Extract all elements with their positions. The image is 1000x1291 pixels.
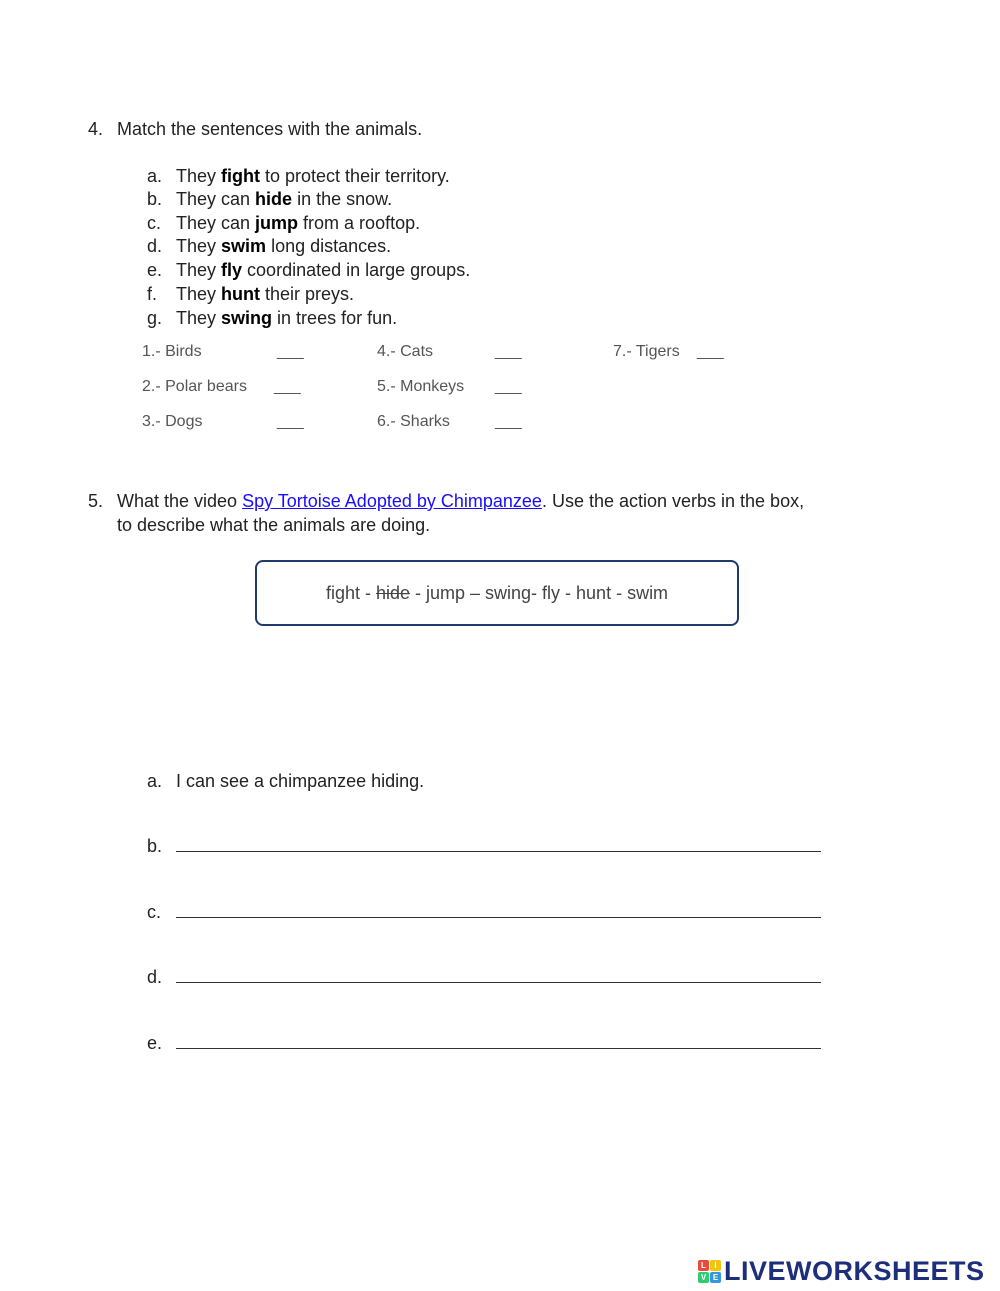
question-text: What the video Spy Tortoise Adopted by Chimpanzee. Use the action verbs in the box, to describe what the animals are doing. bbox=[117, 491, 805, 535]
sentence-item: g. They swing in trees for fun. bbox=[147, 308, 398, 328]
answer-line[interactable] bbox=[176, 982, 821, 983]
answer-item: e. bbox=[147, 1033, 163, 1053]
answer-text: I can see a chimpanzee hiding. bbox=[176, 771, 425, 791]
answer-item: d. bbox=[147, 967, 163, 987]
animal-label: 1.- Birds bbox=[142, 343, 202, 360]
answer-item: c. bbox=[147, 902, 162, 922]
answer-line[interactable] bbox=[176, 851, 821, 852]
video-link[interactable]: Spy Tortoise Adopted by Chimpanzee bbox=[242, 491, 542, 511]
answer-item: b. bbox=[147, 836, 163, 856]
logo-tile: I bbox=[710, 1260, 721, 1271]
sentence-item: b. They can hide in the snow. bbox=[147, 189, 393, 209]
logo-tile: E bbox=[710, 1272, 721, 1283]
verb-fight: fight bbox=[325, 582, 360, 603]
answer-line[interactable] bbox=[176, 917, 821, 918]
sentence-item: e. They fly coordinated in large groups. bbox=[147, 260, 471, 280]
answer-blank[interactable]: ___ bbox=[277, 413, 304, 430]
logo-tiles-icon bbox=[698, 1260, 721, 1283]
answer-line[interactable] bbox=[176, 1048, 821, 1049]
answer-blank[interactable]: ___ bbox=[495, 413, 522, 430]
animal-label: 2.- Polar bears bbox=[142, 378, 247, 395]
liveworksheets-logo bbox=[698, 1255, 985, 1287]
answer-blank[interactable]: ___ bbox=[274, 378, 301, 395]
animal-label: 6.- Sharks bbox=[377, 413, 450, 430]
verb-list-rest: - jump – swing- fly - hunt - swim bbox=[410, 582, 669, 603]
animal-label: 5.- Monkeys bbox=[377, 378, 465, 395]
question-text: Match the sentences with the animals. bbox=[117, 119, 423, 139]
sentence-item: c. They can jump from a rooftop. bbox=[147, 213, 421, 233]
animal-label: 4.- Cats bbox=[377, 343, 434, 360]
action-verbs-box: fight - hide - jump – swing- fly - hunt - swim bbox=[255, 560, 739, 626]
question-number: 4. bbox=[88, 119, 104, 139]
animal-label: 7.- Tigers bbox=[613, 343, 680, 360]
answer-blank[interactable]: ___ bbox=[495, 378, 522, 395]
answer-blank[interactable]: ___ bbox=[697, 343, 724, 360]
sentence-item: a. They fight to protect their territory. bbox=[147, 166, 450, 186]
answer-item: a. I can see a chimpanzee hiding. bbox=[147, 771, 425, 791]
sentence-item: d. They swim long distances. bbox=[147, 236, 392, 256]
animal-label: 3.- Dogs bbox=[142, 413, 203, 430]
answer-blank[interactable]: ___ bbox=[277, 343, 304, 360]
logo-text: LIVEWORKSHEETS bbox=[724, 1255, 985, 1286]
logo-tile: V bbox=[698, 1272, 709, 1283]
logo-tile: L bbox=[698, 1260, 709, 1271]
verb-hide-crossed: hide bbox=[375, 582, 410, 603]
answer-blank[interactable]: ___ bbox=[495, 343, 522, 360]
question-number: 5. bbox=[88, 491, 104, 511]
sentence-item: f. They hunt their preys. bbox=[147, 284, 355, 304]
